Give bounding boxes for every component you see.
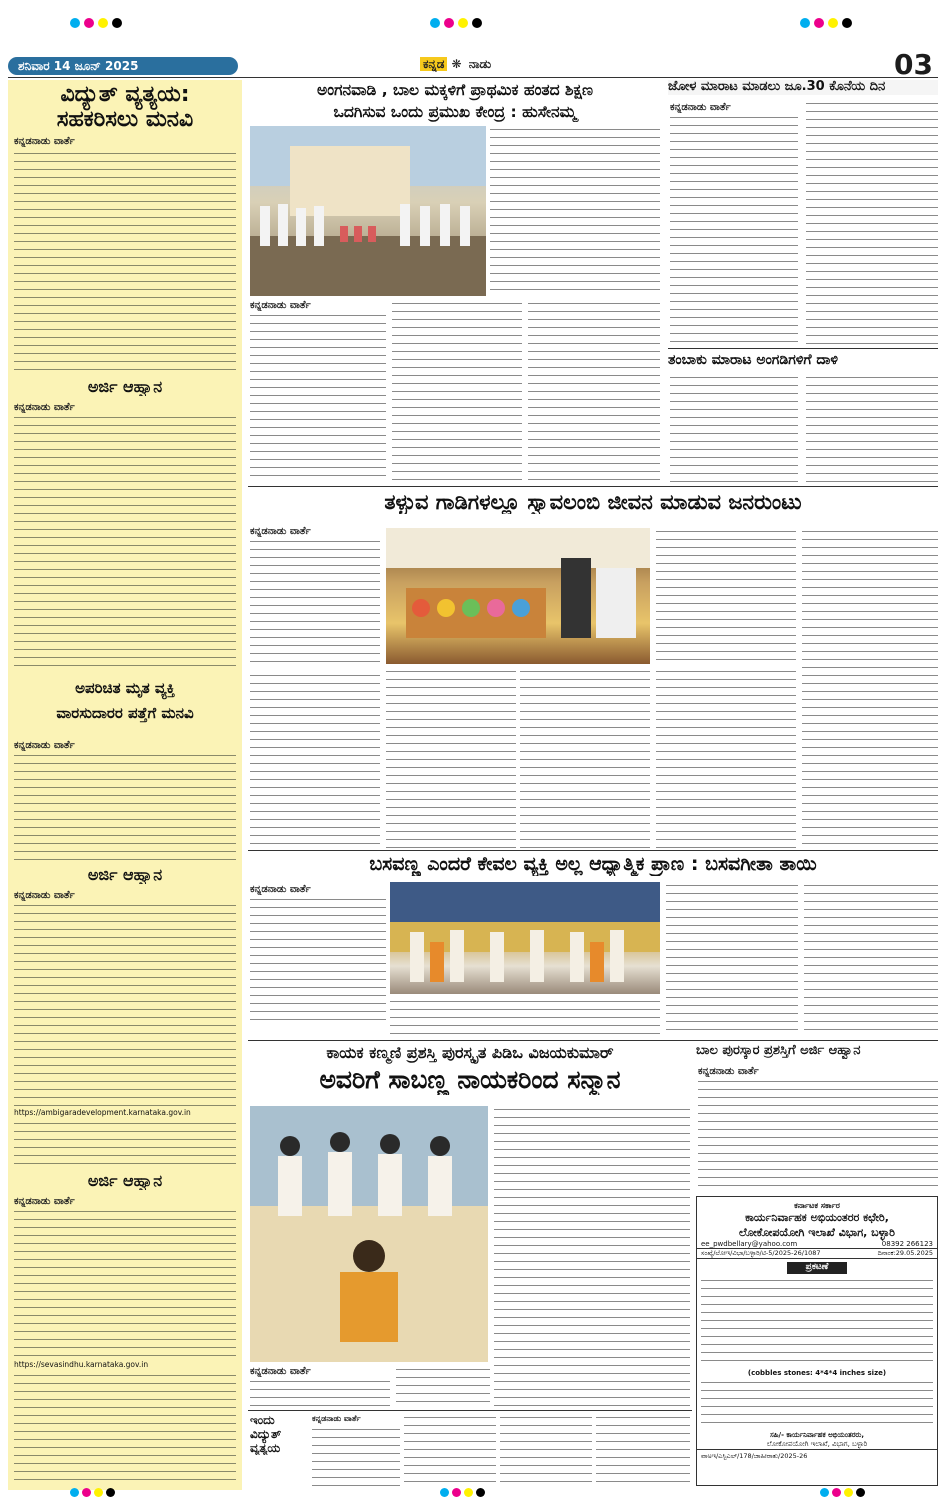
ad-sign-2: ಲೋಕೋಪಯೋಗಿ ಇಲಾಖೆ, ವಿಭಾಗ, ಬಳ್ಳಾರಿ <box>766 1439 868 1448</box>
tallu-col-right-1 <box>656 528 796 664</box>
kayaka-photo-art <box>250 1106 488 1362</box>
anganwadi-col-2 <box>392 300 522 482</box>
ad-ref-row <box>697 1248 937 1259</box>
unknown-death-title: ಅಪರಿಚಿತ ಮೃತ ವ್ಯಕ್ತಿ ವಾರಸುದಾರರ ಪತ್ತೆಗೆ ಮನವಿ <box>56 680 194 723</box>
tallu-title: ತಳ್ಳುವ ಗಾಡಿಗಳಲ್ಲೂ ಸ್ವಾವಲಂಬಿ ಜೀವನ ಮಾಡುವ ಜನರುಂಟು <box>384 490 802 514</box>
jola-byline: ಕನ್ನಡನಾಡು ವಾರ್ತೆ <box>670 102 731 113</box>
unknown-byline: ಕನ್ನಡನಾಡು ವಾರ್ತೆ <box>14 740 75 751</box>
anganwadi-photo <box>250 126 486 296</box>
tambaku-title: ತಂಬಾಕು ಮಾರಾಟ ಅಂಗಡಿಗಳಿಗೆ ದಾಳಿ <box>668 352 839 368</box>
ad-ref: ಸಂಖ್ಯೆ/ಲೋಇ/ವಿಭಾ/ಬಳ್ಳಾರಿ/ಟಿ-5/2025-26/1087 <box>701 1248 821 1257</box>
unknown-body <box>14 752 236 862</box>
anganwadi-col-3 <box>528 300 660 482</box>
ad-office: ಕಾರ್ಯನಿರ್ವಾಹಕ ಅಭಿಯಂತರರ ಕಛೇರಿ, <box>745 1211 889 1225</box>
basavanna-col-1 <box>250 896 386 1026</box>
registration-marks-right <box>800 18 852 28</box>
tallu-col-3 <box>520 668 650 848</box>
kayaka-byline: ಕನ್ನಡನಾಡು ವಾರ್ತೆ <box>250 1366 311 1377</box>
basavanna-photo-art <box>390 882 660 994</box>
arji-url-2[interactable]: https://ambigaradevelopment.karnataka.gov.in <box>14 1108 236 1117</box>
jola-title: ಜೋಳ ಮಾರಾಟ ಮಾಡಲು ಜೂ.30 ಕೊನೆಯ ದಿನ <box>668 80 938 95</box>
anganwadi-body-right <box>490 126 660 296</box>
cmyk-marks-center <box>440 1488 485 1497</box>
basavanna-title: ಬಸವಣ್ಣ ಎಂದರೆ ಕೇವಲ ವ್ಯಕ್ತಿ ಅಲ್ಲ ಆಧ್ಯಾತ್ಮಿಕ ಪ್ರಾಣ : ಬಸವಗೀತಾ ತಾಯಿ <box>369 854 817 875</box>
anganwadi-photo-art <box>250 126 486 296</box>
basavanna-byline: ಕನ್ನಡನಾಡು ವಾರ್ತೆ <box>250 884 311 895</box>
tallu-col-1 <box>250 538 380 668</box>
anganwadi-byline: ಕನ್ನಡನಾಡು ವಾರ್ತೆ <box>250 300 311 311</box>
cmyk-marks-left <box>70 1488 115 1497</box>
basavanna-col-2 <box>666 882 798 1034</box>
arji-title-3: ಅರ್ಜಿ ಆಹ್ವಾನ <box>87 1172 163 1190</box>
govt-ad <box>696 1196 938 1486</box>
lead-body-text <box>14 150 236 375</box>
ad-email[interactable]: ee_pwdbellary@yahoo.com <box>701 1239 798 1248</box>
anganwadi-col-1 <box>250 312 386 482</box>
tambaku-col-1 <box>670 374 798 482</box>
power-cut-col-4 <box>596 1414 690 1486</box>
ad-dept: ಲೋಕೋಪಯೋಗಿ ಇಲಾಖೆ ವಿಭಾಗ, ಬಳ್ಳಾರಿ <box>739 1225 895 1239</box>
ad-phone: 08392 266123 <box>881 1239 933 1248</box>
tallu-photo-art <box>386 528 650 664</box>
date-pill: ಶನಿವಾರ 14 ಜೂನ್ 2025 <box>8 57 238 75</box>
cmyk-marks-right <box>820 1488 865 1497</box>
arji-url-3[interactable]: https://sevasindhu.karnataka.gov.in <box>14 1360 236 1369</box>
tallu-photo <box>386 528 650 664</box>
page-number: 03 <box>894 48 933 78</box>
arji-title-1: ಅರ್ಜಿ ಆಹ್ವಾನ <box>87 378 163 396</box>
tallu-col-1b <box>250 672 380 848</box>
arji-byline-1: ಕನ್ನಡನಾಡು ವಾರ್ತೆ <box>14 402 75 413</box>
arji-body-3 <box>14 1208 236 1358</box>
arji-byline-2: ಕನ್ನಡನಾಡು ವಾರ್ತೆ <box>14 890 75 901</box>
power-cut-col-2 <box>404 1414 496 1486</box>
ad-spec: (cobbles stones: 4*4*4 inches size) <box>747 1368 887 1377</box>
tallu-byline: ಕನ್ನಡನಾಡು ವಾರ್ತೆ <box>250 526 311 537</box>
kayaka-col-2 <box>494 1106 690 1408</box>
ad-body-2 <box>701 1379 933 1429</box>
arji-body-2b <box>14 1120 236 1168</box>
ad-footer: ವಾಅಇ/ಎಸ್ಬಿಎಲ್/178/ಜಾಹೀರಾತು/2025-26 <box>697 1449 937 1463</box>
arji-byline-3: ಕನ್ನಡನಾಡು ವಾರ್ತೆ <box>14 1196 75 1207</box>
jola-col-2 <box>806 100 938 344</box>
power-cut-col-1 <box>312 1426 400 1486</box>
jola-col-1 <box>670 114 798 344</box>
power-cut-col-3 <box>500 1414 592 1486</box>
kayaka-col-1b <box>396 1366 490 1408</box>
registration-marks-left <box>70 18 122 28</box>
basavanna-col-3 <box>804 882 938 1034</box>
tambaku-col-2 <box>806 374 938 482</box>
power-cut-title: ಇಂದು ವಿದ್ಯುತ್ ವ್ಯತ್ಯಯ <box>250 1414 282 1455</box>
ad-date: ದಿನಾಂಕ:29.05.2025 <box>877 1248 933 1257</box>
arji-title-2: ಅರ್ಜಿ ಆಹ್ವಾನ <box>87 866 163 884</box>
basavanna-caption <box>390 998 660 1034</box>
kayaka-title: ಕಾಯಕ ಕಣ್ಮಣಿ ಪ್ರಶಸ್ತಿ ಪುರಸ್ಕೃತ ಪಿಡಿಒ ವಿಜಯಕುಮಾರ್ ಅವರಿಗೆ ಸಾಬಣ್ಣ ನಾಯಕರಿಂದ ಸನ್ಮಾನ <box>319 1044 621 1095</box>
bala-byline: ಕನ್ನಡನಾಡು ವಾರ್ತೆ <box>698 1066 759 1077</box>
top-bar <box>0 0 945 78</box>
tallu-col-right-2 <box>802 528 938 848</box>
bala-title: ಬಾಲ ಪುರಸ್ಕಾರ ಪ್ರಶಸ್ತಿಗೆ ಅರ್ಜಿ ಆಹ್ವಾನ <box>696 1044 861 1058</box>
masthead: ಕನ್ನಡ ❋ ನಾಡು <box>420 57 494 72</box>
arji-body-1 <box>14 414 236 672</box>
ad-contact <box>697 1240 937 1248</box>
kayaka-col-1 <box>250 1378 390 1408</box>
kayaka-photo <box>250 1106 488 1362</box>
bala-body <box>698 1078 938 1190</box>
registration-marks-center <box>430 18 482 28</box>
lead-title: ವಿದ್ಯುತ್ ವ್ಯತ್ಯಯ: ಸಹಕರಿಸಲು ಮನವಿ <box>56 82 194 133</box>
lead-byline: ಕನ್ನಡನಾಡು ವಾರ್ತೆ <box>14 136 75 147</box>
basavanna-photo <box>390 882 660 994</box>
power-cut-byline: ಕನ್ನಡನಾಡು ವಾರ್ತೆ <box>312 1414 361 1423</box>
ad-heading: ಪ್ರಕಟಣೆ <box>787 1262 847 1274</box>
anganwadi-title: ಅಂಗನವಾಡಿ , ಬಾಲ ಮಕ್ಕಳಿಗೆ ಪ್ರಾಥಮಿಕ ಹಂತದ ಶಿಕ್ಷಣ ಒದಗಿಸುವ ಒಂದು ಪ್ರಮುಖ ಕೇಂದ್ರ : ಹುಸೇನಮ್ಮ <box>317 82 593 121</box>
arji-body-3b <box>14 1372 236 1482</box>
arji-body-2 <box>14 902 236 1107</box>
ad-sign: ಸಹಿ/- ಕಾರ್ಯನಿರ್ವಾಹಕ ಅಭಿಯಂತರರು, <box>769 1430 864 1439</box>
tallu-col-4 <box>656 668 796 848</box>
tallu-col-2 <box>386 668 516 848</box>
ad-gov: ಕರ್ನಾಟಕ ಸರ್ಕಾರ <box>794 1201 840 1210</box>
ad-body <box>701 1277 933 1367</box>
